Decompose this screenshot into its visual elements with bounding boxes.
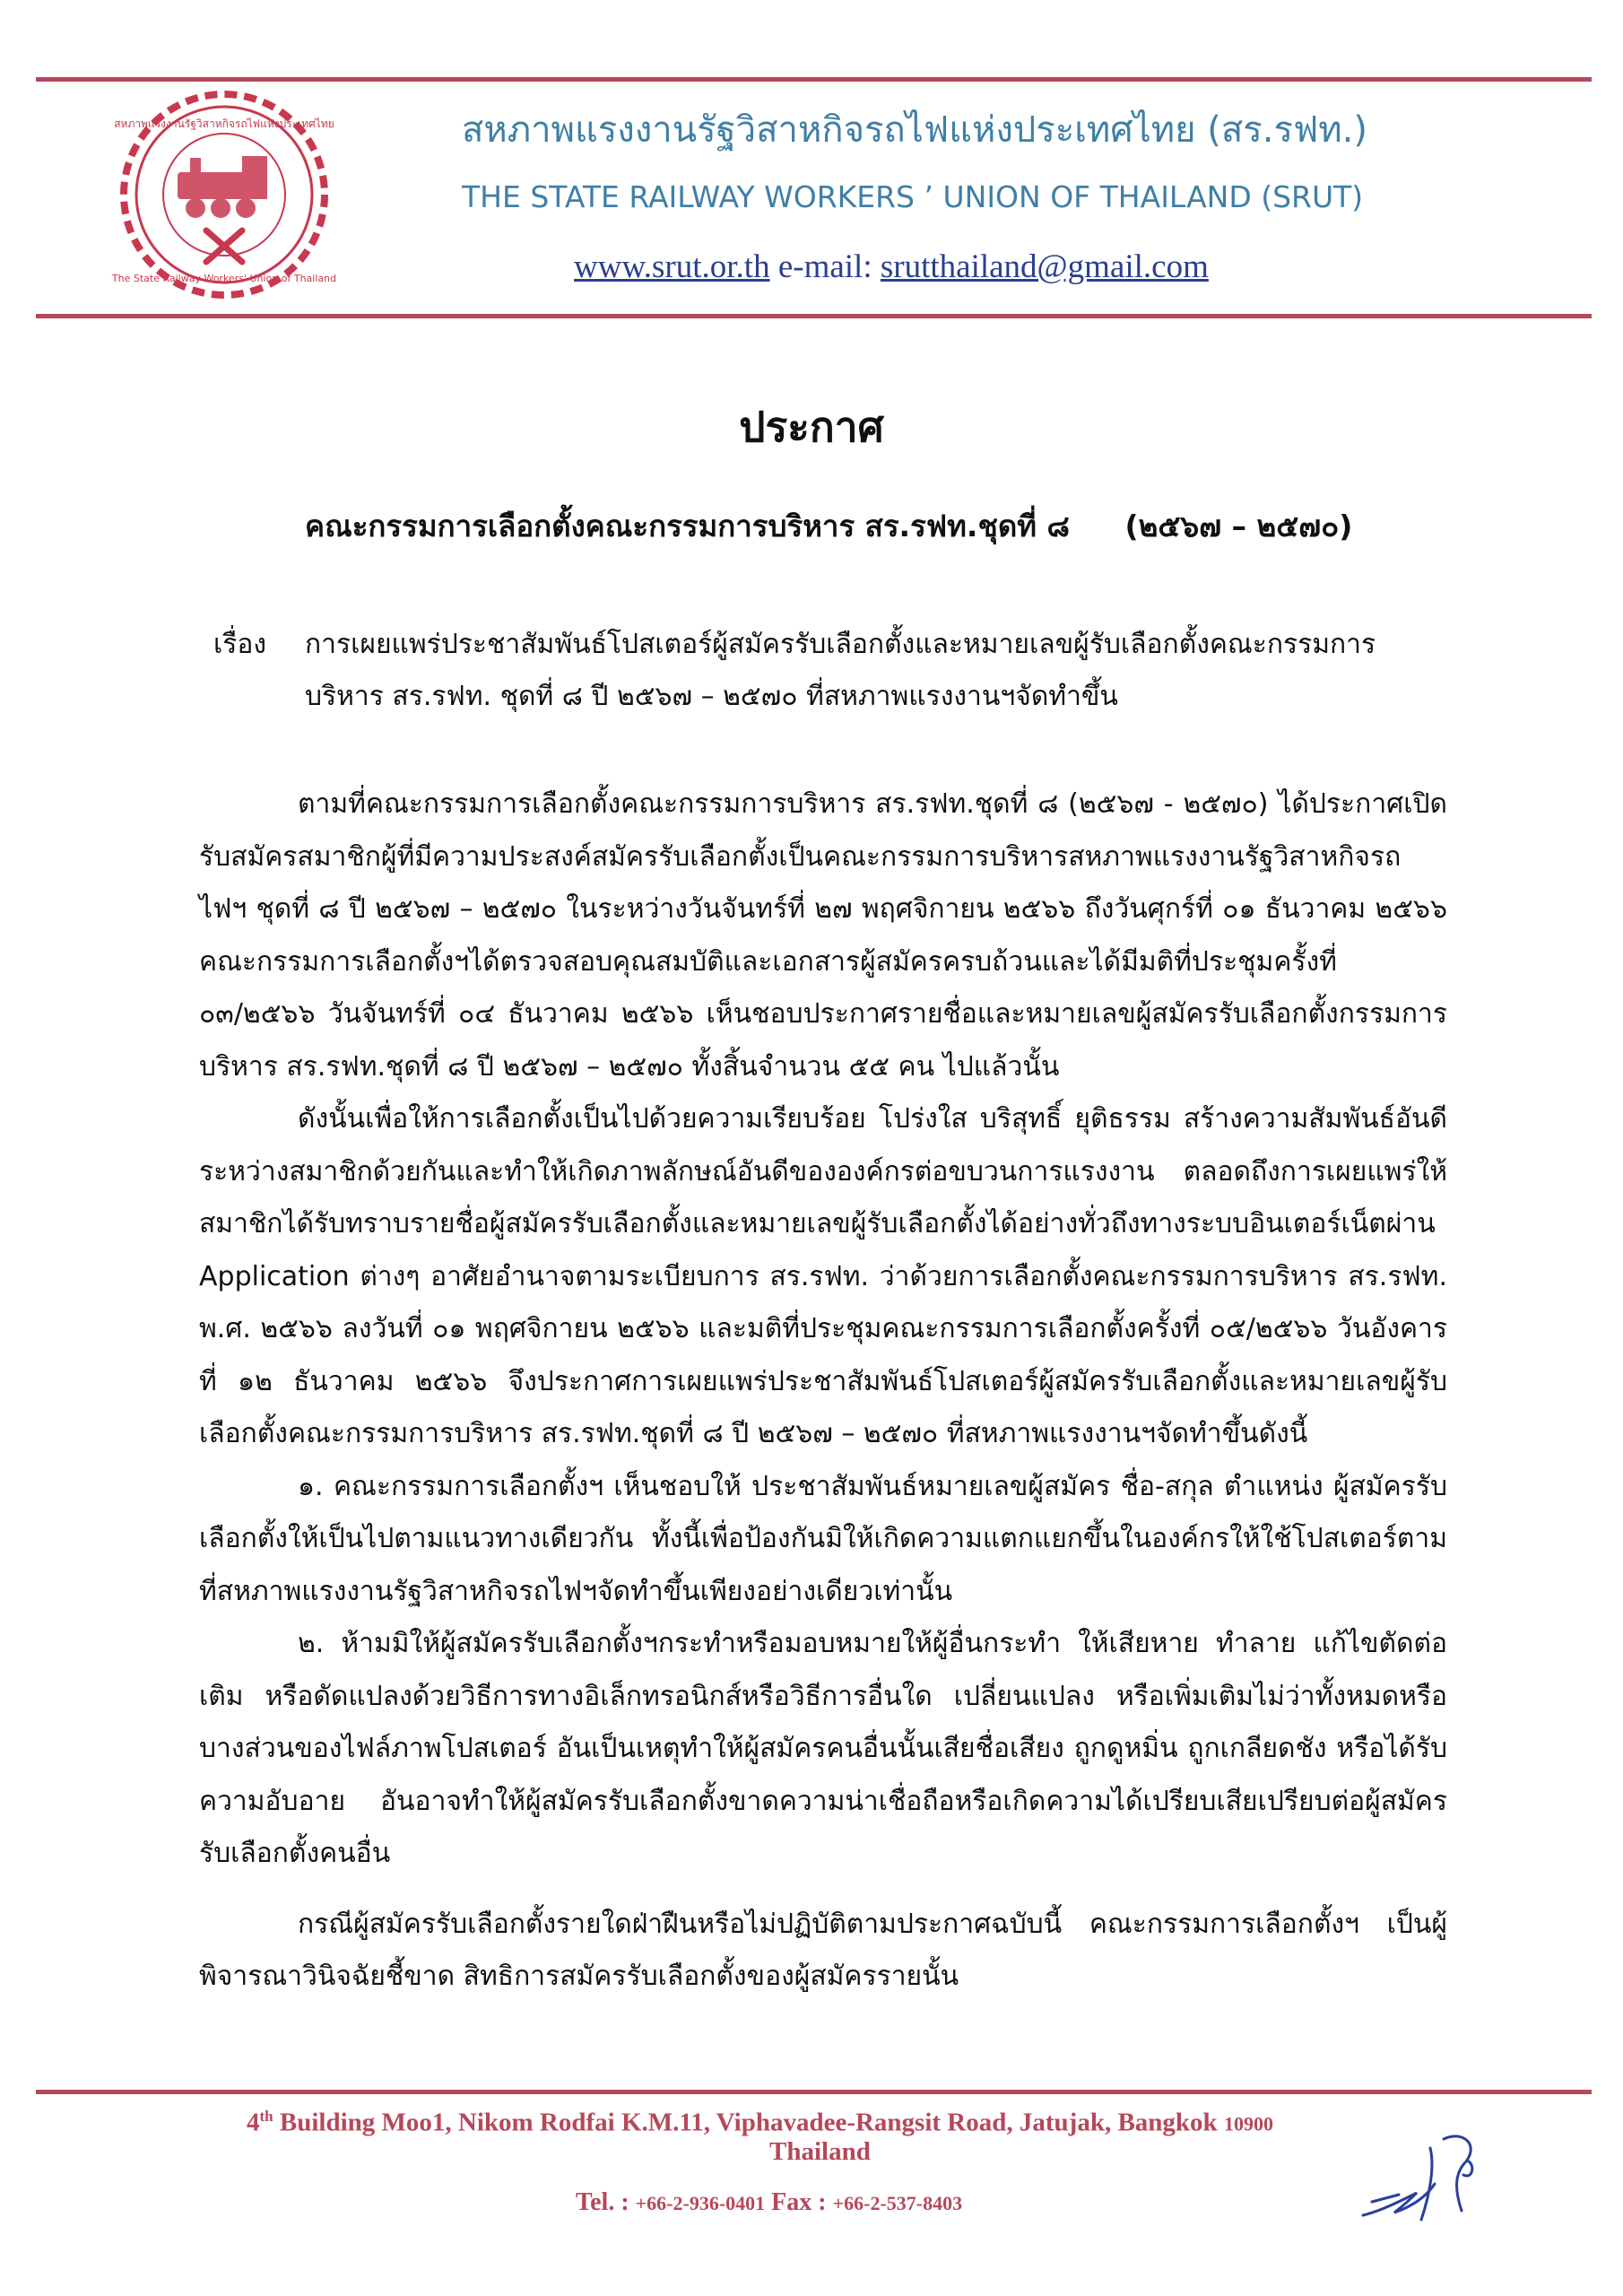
postcode: 10900: [1223, 2112, 1273, 2135]
locomotive-icon: [178, 156, 267, 218]
body-paragraph: กรณีผู้สมัครรับเลือกตั้งรายใดฝ่าฝืนหรือไม่ปฏิบัติตามประกาศฉบับนี้ คณะกรรมการเลือกตั้งฯ เป็นผู้พิจารณาวินิจฉัยชี้ขาด สิทธิการสมัครรับเลือกตั้งของผู้สมัครรายนั้น: [199, 1908, 1447, 1992]
hammer-icon: [206, 230, 242, 262]
logo-ring-text-top: สหภาพแรงงานรัฐวิสาหกิจรถไฟแห่งประเทศไทย: [114, 117, 334, 130]
subject-text: การเผยแพร่ประชาสัมพันธ์โปสเตอร์ผู้สมัครรับเลือกตั้งและหมายเลขผู้รับเลือกตั้งคณะกรรมการบริหาร สร.รฟท. ชุดที่ ๘ ปี ๒๕๖๗ – ๒๕๗๐ ที่สหภาพแรงงานฯจัดทำขึ้น: [305, 629, 1376, 712]
email-link[interactable]: srutthailand@gmail.com: [880, 248, 1209, 285]
footer-rule: [36, 2090, 1592, 2094]
body-paragraph: ตามที่คณะกรรมการเลือกตั้งคณะกรรมการบริหาร สร.รฟท.ชุดที่ ๘ (๒๕๖๗ - ๒๕๗๐) ได้ประกาศเปิดรับสมัครสมาชิกผู้ที่มีความประสงค์สมัครรับเลือกตั้งเป็นคณะกรรมการบริหารสหภาพแรงงานรัฐวิสาหกิจรถไฟฯ ชุดที่ ๘ ปี ๒๕๖๗ – ๒๕๗๐ ในระหว่างวันจันทร์ที่ ๒๗ พฤศจิกายน ๒๕๖๖ ถึงวันศุกร์ที่ ๐๑ ธันวาคม ๒๕๖๖ คณะกรรมการเลือกตั้งฯได้ตรวจสอบคุณสมบัติและเอกสารผู้สมัครครบถ้วนและได้มีมติที่ประชุมครั้งที่ ๐๓/๒๕๖๖ วันจันทร์ที่ ๐๔ ธันวาคม ๒๕๖๖ เห็นชอบประกาศรายชื่อและหมายเลขผู้สมัครรับเลือกตั้งกรรมการบริหาร สร.รฟท.ชุดที่ ๘ ปี ๒๕๖๗ – ๒๕๗๐ ทั้งสิ้นจำนวน ๕๕ คน ไปแล้วนั้น: [199, 788, 1447, 1083]
document-subtitle: [305, 502, 1352, 550]
body-paragraph: ๑. คณะกรรมการเลือกตั้งฯ เห็นชอบให้ ประชาสัมพันธ์หมายเลขผู้สมัคร ชื่อ-สกุล ตำแหน่ง ผู้สมัครรับเลือกตั้งให้เป็นไปตามแนวทางเดียวกัน ทั้งนี้เพื่อป้องกันมิให้เกิดความแตกแยกขึ้นในองค์กรให้ใช้โปสเตอร์ตามที่สหภาพแรงงานรัฐวิสาหกิจรถไฟฯจัดทำขึ้นเพียงอย่างเดียวเท่านั้น: [199, 1470, 1447, 1607]
address-text: Building Moo1, Nikom Rodfai K.M.11, Viphavadee-Rangsit Road, Jatujak, Bangkok: [279, 2108, 1218, 2137]
header-rule-bottom: [36, 314, 1592, 318]
header-rule-top: [36, 77, 1592, 82]
fax-label: Fax :: [771, 2188, 827, 2216]
term-years: (๒๕๖๗ – ๒๕๗๐): [1124, 509, 1353, 544]
body-paragraph: ๒. ห้ามมิให้ผู้สมัครรับเลือกตั้งฯกระทำหรือมอบหมายให้ผู้อื่นกระทำ ให้เสียหาย ทำลาย แก้ไขตัดต่อ เติม หรือดัดแปลงด้วยวิธีการทางอิเล็กทรอนิกส์หรือวิธีการอื่นใด เปลี่ยนแปลง หรือเพิ่มเติมไม่ว่าทั้งหมดหรือบางส่วนของไฟล์ภาพโปสเตอร์ อันเป็นเหตุทำให้ผู้สมัครคนอื่นนั้นเสียชื่อเสียง ถูกดูหมิ่น ถูกเกลียดชัง หรือได้รับความอับอาย อันอาจทำให้ผู้สมัครรับเลือกตั้งขาดความน่าเชื่อถือหรือเกิดความได้เปรียบเสียเปรียบต่อผู้สมัครรับเลือกตั้งคนอื่น: [199, 1628, 1447, 1869]
fax-number: +66-2-537-8403: [832, 2192, 963, 2214]
org-name-english: THE STATE RAILWAY WORKERS ’ UNION OF THAILAND (SRUT): [462, 179, 1364, 214]
floor-suffix: th: [259, 2108, 273, 2125]
union-logo: [108, 83, 341, 307]
floor-number: 4: [247, 2108, 260, 2137]
logo-ring-text-bottom: The State Railway Workers' Union of Thailand: [111, 273, 337, 284]
tel-number: +66-2-936-0401: [635, 2192, 766, 2214]
document-body: [199, 778, 1447, 2004]
footer-country: Thailand: [769, 2137, 871, 2166]
footer-address: [247, 2108, 1273, 2138]
contact-line: [574, 248, 1209, 286]
footer-contact: [576, 2188, 962, 2217]
document-title: ประกาศ: [739, 403, 884, 451]
org-name-thai: สหภาพแรงงานรัฐวิสาหกิจรถไฟแห่งประเทศไทย (สร.รฟท.): [462, 109, 1367, 151]
subject-label: เรื่อง: [213, 629, 267, 660]
handwritten-signature: [1345, 2112, 1506, 2238]
email-label: e-mail:: [777, 248, 872, 285]
committee-name: คณะกรรมการเลือกตั้งคณะกรรมการบริหาร สร.รฟท.ชุดที่ ๘: [305, 509, 1070, 544]
website-link[interactable]: www.srut.or.th: [574, 248, 770, 285]
tel-label: Tel. :: [576, 2188, 629, 2216]
body-paragraph: ดังนั้นเพื่อให้การเลือกตั้งเป็นไปด้วยความเรียบร้อย โปร่งใส บริสุทธิ์ ยุติธรรม สร้างความสัมพันธ์อันดีระหว่างสมาชิกด้วยกันและทำให้เกิดภาพลักษณ์อันดีขององค์กรต่อขบวนการแรงงาน ตลอดถึงการเผยแพร่ให้สมาชิกได้รับทราบรายชื่อผู้สมัครรับเลือกตั้งและหมายเลขผู้รับเลือกตั้งได้อย่างทั่วถึงทางระบบอินเตอร์เน็ตผ่าน Application ต่างๆ อาศัยอำนาจตามระเบียบการ สร.รฟท. ว่าด้วยการเลือกตั้งคณะกรรมการบริหาร สร.รฟท. พ.ศ. ๒๕๖๖ ลงวันที่ ๐๑ พฤศจิกายน ๒๕๖๖ และมติที่ประชุมคณะกรรมการเลือกตั้งครั้งที่ ๐๕/๒๕๖๖ วันอังคารที่ ๑๒ ธันวาคม ๒๕๖๖ จึงประกาศการเผยแพร่ประชาสัมพันธ์โปสเตอร์ผู้สมัครรับเลือกตั้งและหมายเลขผู้รับเลือกตั้งคณะกรรมการบริหาร สร.รฟท.ชุดที่ ๘ ปี ๒๕๖๗ – ๒๕๗๐ ที่สหภาพแรงงานฯจัดทำขึ้นดังนี้: [199, 1103, 1447, 1449]
